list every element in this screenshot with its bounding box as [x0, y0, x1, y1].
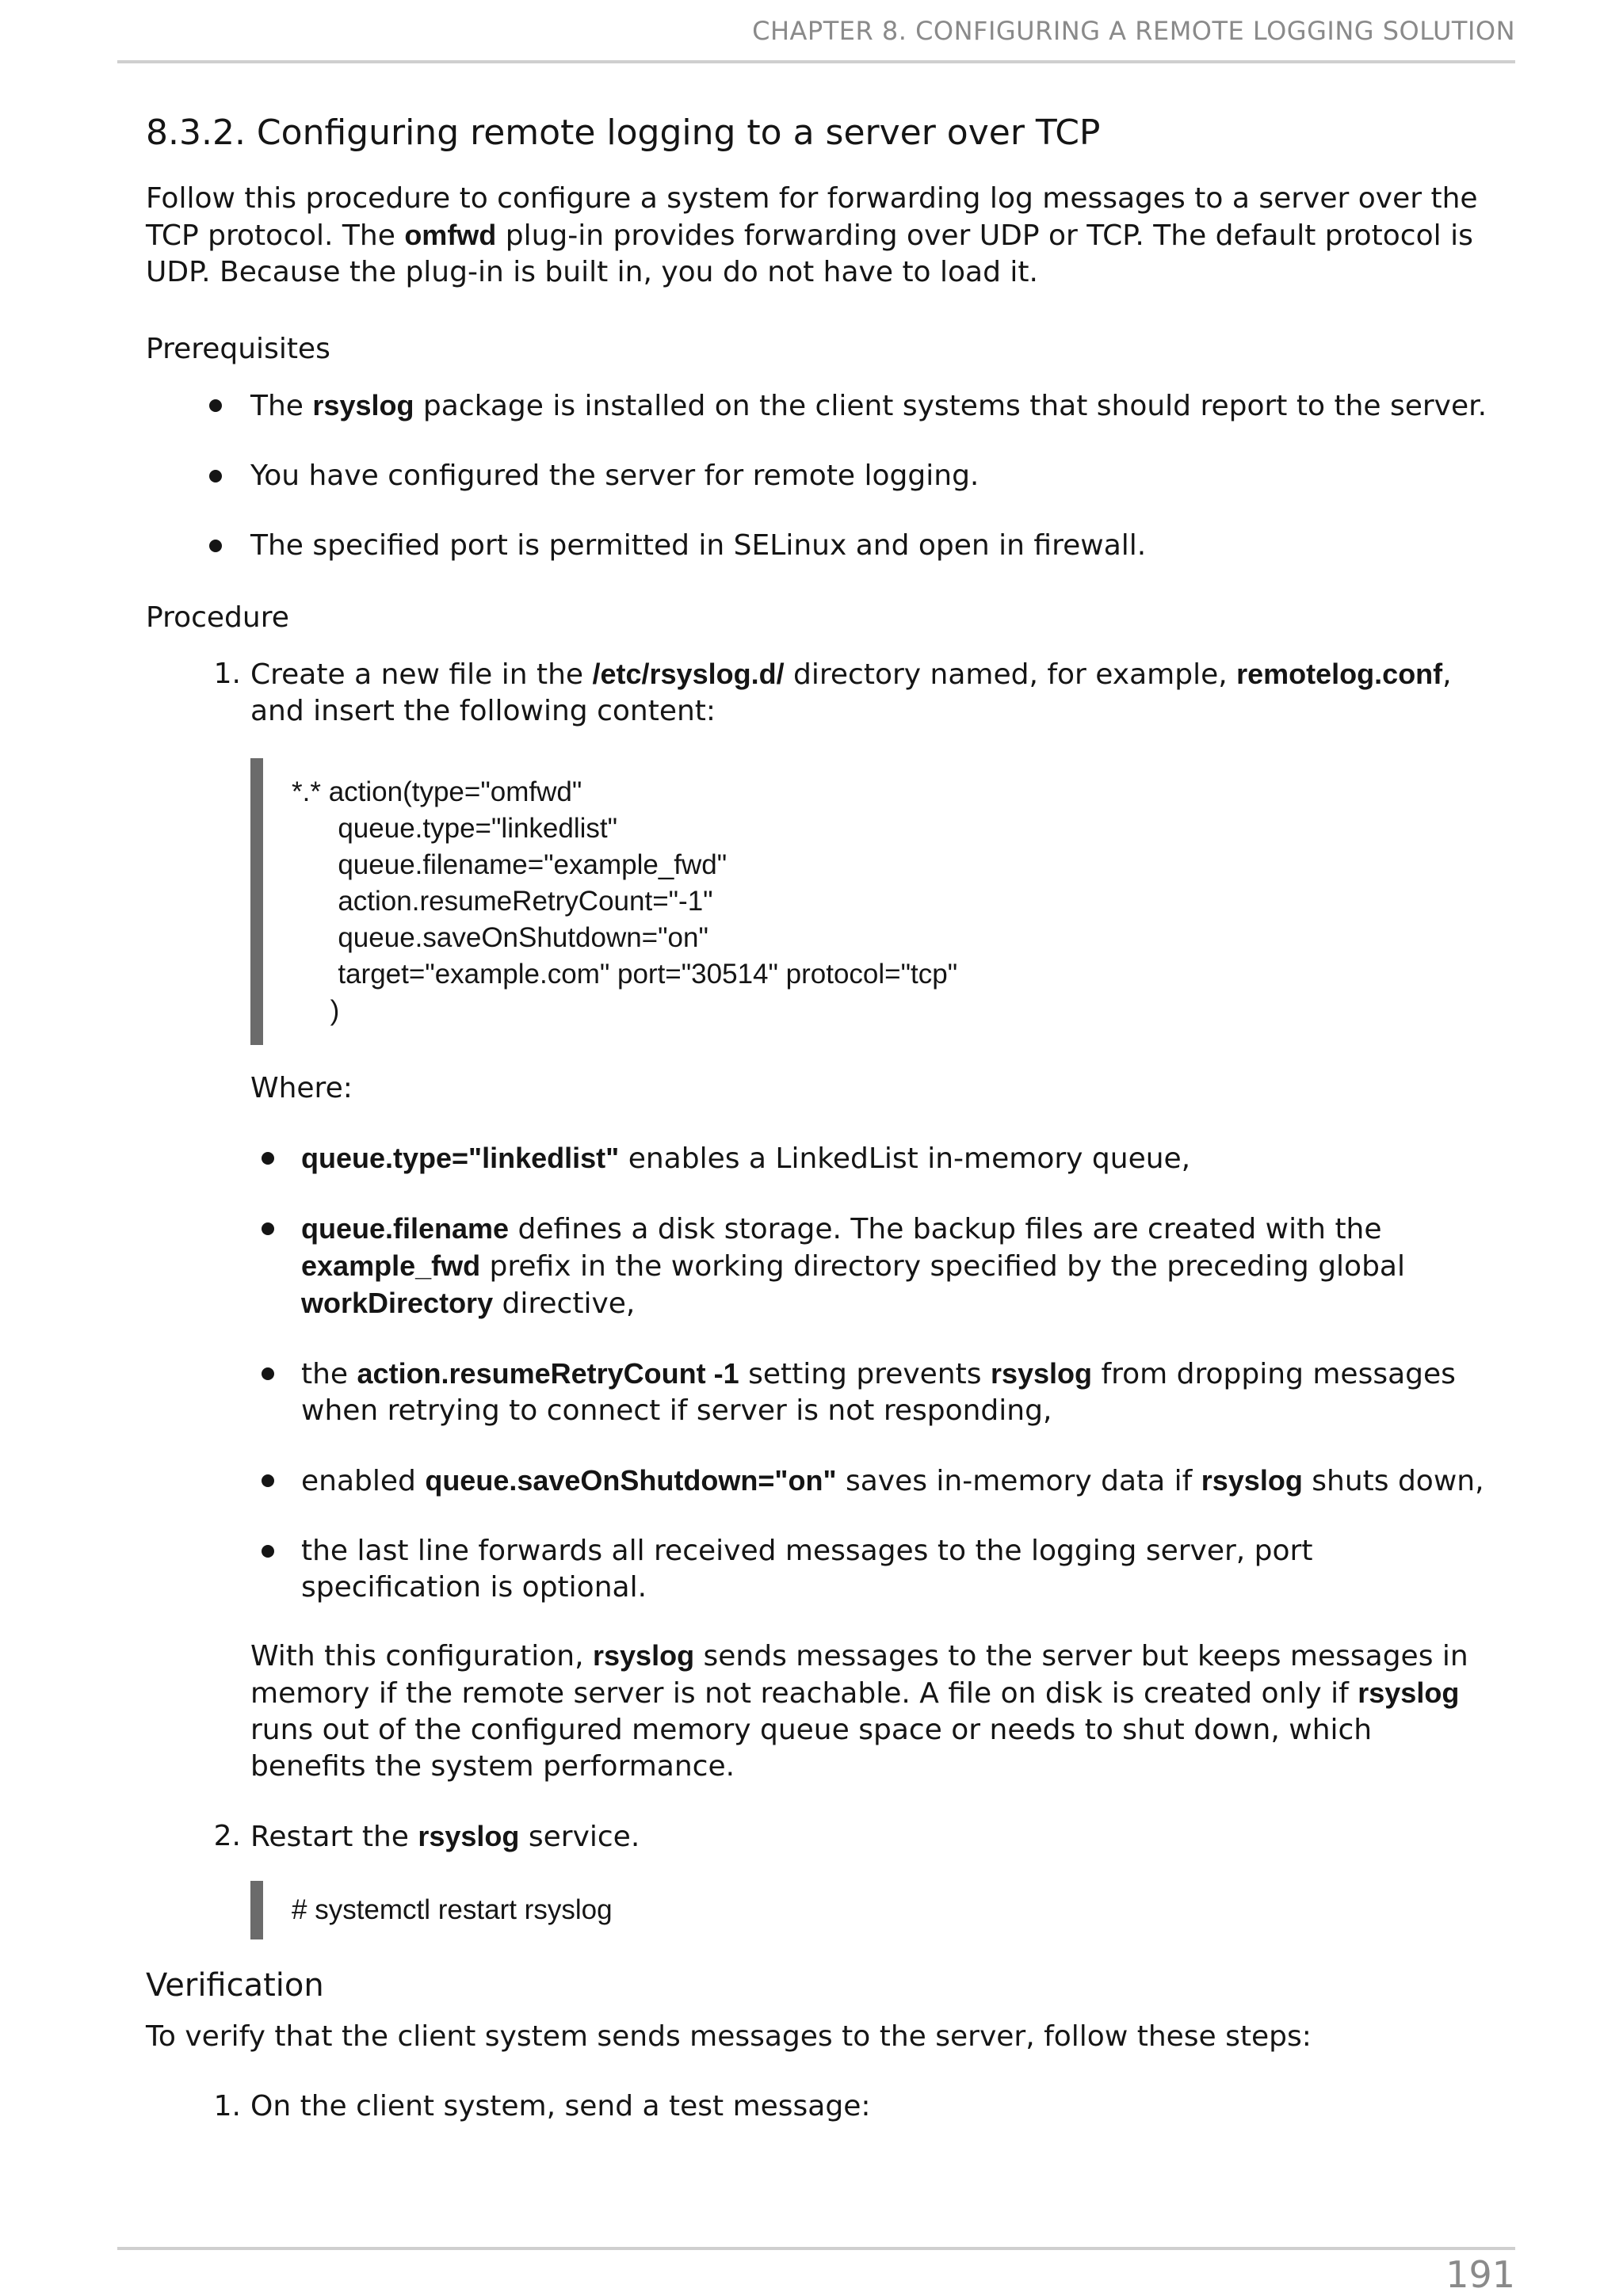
list-item: The rsyslog package is installed on the client systems that should report to the server.: [250, 387, 1493, 425]
list-item: the action.resumeRetryCount -1 setting prevents rsyslog from dropping messages when retrying to connect if server is not responding,: [301, 1356, 1493, 1429]
list-item: You have configured the server for remote logging.: [250, 458, 1493, 494]
page-content: [146, 108, 1493, 2125]
verification-heading: Verification: [146, 1967, 324, 2004]
prerequisites-heading: Prerequisites: [146, 333, 330, 365]
bullet-icon: [209, 399, 222, 412]
chapter-title: CHAPTER 8. CONFIGURING A REMOTE LOGGING SOLUTION: [752, 16, 1515, 46]
prerequisites-list: [146, 387, 1493, 564]
config-code-block: *.* action(type="omfwd" queue.type="linkedlist" queue.filename="example_fwd" action.resumeRetryCount="-1" queue.saveOnShutdown="on" target="example.com" port="30514" protocol="tcp" ): [250, 758, 1493, 1045]
restart-command-block: # systemctl restart rsyslog: [250, 1881, 1493, 1939]
bullet-icon: [209, 470, 222, 482]
page-header: [117, 0, 1515, 63]
section-title: 8.3.2. Configuring remote logging to a server over TCP: [146, 113, 1101, 153]
step-2-text: Restart the rsyslog service.: [250, 1820, 640, 1853]
verification-steps: [146, 2088, 1493, 2125]
bullet-icon: [262, 1474, 274, 1487]
omfwd-term: omfwd: [404, 219, 497, 251]
procedure-steps: [146, 656, 1493, 1939]
rsyslog-term: rsyslog: [418, 1820, 520, 1852]
directory-term: /etc/rsyslog.d/: [592, 658, 785, 690]
list-item: The specified port is permitted in SELinux and open in firewall.: [250, 528, 1493, 564]
filename-term: remotelog.conf: [1236, 658, 1443, 690]
list-item: the last line forwards all received messages to the logging server, port specification is optional.: [301, 1533, 1493, 1606]
step-number: 1.: [213, 658, 241, 690]
where-list: [250, 1140, 1493, 1606]
procedure-step-1: [146, 656, 1493, 1785]
bullet-icon: [262, 1367, 274, 1380]
verification-intro: To verify that the client system sends messages to the server, follow these steps:: [146, 2020, 1312, 2053]
bullet-icon: [262, 1222, 274, 1235]
where-label: Where:: [250, 1072, 353, 1104]
summary-paragraph: With this configuration, rsyslog sends messages to the server but keeps messages in memory if the remote server is not reachable. A file on disk is created only if rsyslog runs out of the configured memory queue space or needs to shut down, which benefits the system performance.: [250, 1639, 1468, 1783]
bullet-icon: [209, 540, 222, 552]
verification-step-1-text: On the client system, send a test message:: [250, 2090, 871, 2122]
intro-paragraph: Follow this procedure to configure a system for forwarding log messages to a server over the TCP protocol. The omfwd plug-in provides forwarding over UDP or TCP. The default protocol is UDP. Because the plug-in is built in, you do not have to load it.: [146, 182, 1478, 288]
step-1-text: Create a new file in the /etc/rsyslog.d/ directory named, for example, remotelog.conf, and insert the following content:: [250, 658, 1452, 727]
verification-step-1: [146, 2088, 1493, 2125]
step-number: 2.: [213, 1820, 241, 1852]
footer-divider: [117, 2247, 1515, 2250]
list-item: enabled queue.saveOnShutdown="on" saves in-memory data if rsyslog shuts down,: [301, 1463, 1493, 1500]
step-number: 1.: [213, 2090, 241, 2122]
bullet-icon: [262, 1152, 274, 1165]
procedure-heading: Procedure: [146, 601, 289, 634]
list-item: queue.filename defines a disk storage. The backup files are created with the example_fwd prefix in the working directory specified by the preceding global workDirectory directive,: [301, 1211, 1493, 1322]
procedure-step-2: [146, 1818, 1493, 1939]
page-number: 191: [1445, 2253, 1515, 2296]
list-item: queue.type="linkedlist" enables a LinkedList in-memory queue,: [301, 1140, 1493, 1177]
bullet-icon: [262, 1545, 274, 1558]
rsyslog-term: rsyslog: [312, 389, 414, 421]
